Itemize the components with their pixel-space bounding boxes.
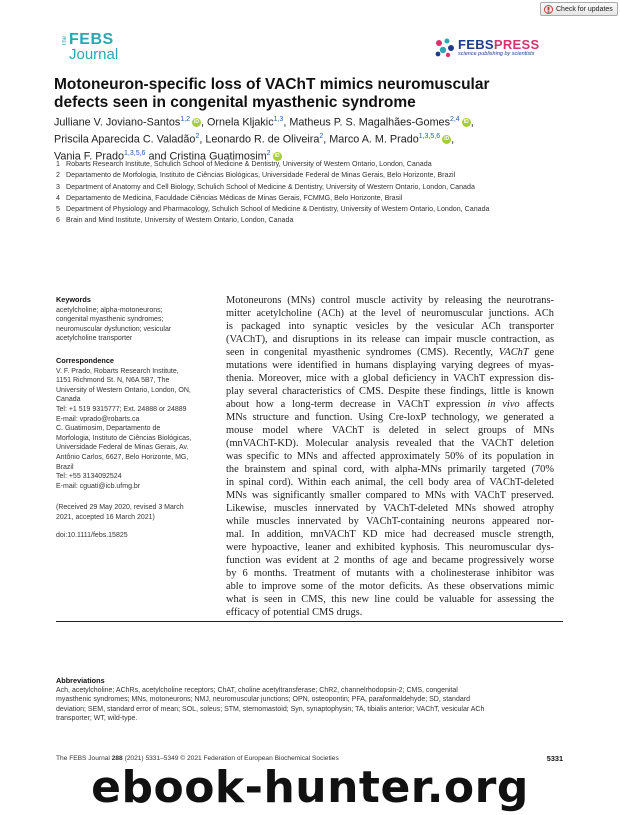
orcid-icon[interactable]: iD [274,152,280,159]
logo-journal: Journal [69,46,119,63]
abstract-line: function was evident at 2 months of age and became progressively worse [226,555,554,566]
keywords-list [56,306,216,344]
keyword-line: neuromuscular dysfunction; vesicular [56,325,172,333]
abstract-line: efficacy of potential CMS drugs. [226,607,363,618]
author-affiliation-marks: 2 [195,132,200,140]
author-list [54,113,564,163]
febs-press-tagline: science publishing by scientists [458,51,535,57]
affiliation-text: Departamento de Medicina, Faculdade Ciências Médicas de Minas Gerais, FCMMG, Belo Horizonte, Brasil [66,193,403,202]
abstract-text [226,294,554,619]
correspondence-line: Brazil [56,463,74,471]
affiliation-number: 4 [56,193,60,202]
author-name: Julliane V. Joviano-Santos [54,116,181,129]
abstract-line: mal. In addition, mnVAChT KD mice had decreased muscle strength, [226,529,554,540]
abstract-line: MNs was significantly smaller compared to MNs with VAChT preserved. [226,490,554,501]
abstract-line: thenia. Moreover, mice with a global deficiency in VAChT expression dis- [226,373,554,384]
abstract-line: seen in congenital myasthenic syndromes (CMS). Recently, VAChT gene [226,347,554,358]
page-number: 5331 [546,754,563,763]
doi-link[interactable]: doi:10.1111/febs.15825 [56,532,128,540]
febs-press-molecule-icon [434,37,456,59]
correspondence-block [56,367,216,492]
febs-press-wordmark: FEBSPRESS [458,37,540,52]
author-separator: , [199,133,206,146]
correspondence-line: Tel: +55 3134092524 [56,473,122,481]
abbreviation-line: transporter; WT, wild-type. [56,715,138,723]
correspondence-line: Tel: +1 519 9315777; Ext. 24888 or 24889 [56,405,187,413]
affiliation-text: Robarts Research Institute, Schulich School of Medicine & Dentistry, University of Western Ontario, London, Canada [66,160,432,168]
affiliation-text: Department of Anatomy and Cell Biology, Schulich School of Medicine & Dentistry, University of Western Ontario, London, Canada [66,182,475,191]
abbreviation-line: Ach, acetylcholine; AChRs, acetylcholine receptors; ChAT, choline acetyltransferase; ChR2, channelrhodopsin-2; CMS, congenital [56,686,458,694]
abstract-line: play several characteristics of CMS. Despite these findings, little is known [226,386,554,397]
affiliation-text: Departamento de Morfologia, Instituto de Ciências Biológicas, Universidade Federal de Minas Gerais, Belo Horizonte, Brazil [66,171,456,180]
title-line: Motoneuron-specific loss of VAChT mimics neuromuscular [54,76,490,93]
check-for-updates-label: Check for updates [556,5,613,13]
abstract-line: Motoneurons (MNs) control muscle activity by releasing the neurotrans- [226,295,554,306]
correspondence-line: University of Western Ontario, London, ON, [56,386,191,394]
abstract-line: were hypoactive, leaner and exhibited kyphosis. This neuromuscular dys- [226,542,554,553]
affiliation-item [56,204,596,215]
affiliation-number: 2 [56,171,60,180]
section-divider [56,621,563,622]
keyword-line: acetylcholine transporter [56,335,133,343]
author-affiliation-marks: 1,3,5,6 [418,132,441,140]
title-line: defects seen in congenital myasthenic syndrome [54,94,416,111]
abstract-line: (VAChT), and disruptions in its release can impair muscle contraction, as [226,334,554,345]
keyword-line: acetylcholine; alpha-motoneurons; [56,306,163,314]
abstract-line: is packaged into synaptic vesicles by the vesicular ACh transporter [226,321,554,332]
author-affiliation-marks: 2 [266,149,271,157]
check-for-updates-button[interactable] [540,2,618,16]
correspondence-line: V. F. Prado, Robarts Research Institute, [56,367,179,375]
abstract-line: was specific to MNs and affected approximately 50% of its population in [226,451,554,462]
author-affiliation-marks: 2 [319,132,324,140]
correspondence-line: Universidade Federal de Minas Gerais, Av. [56,444,189,452]
abstract-line: able to improve some of the motor deficits. As these observations mimic [226,581,554,592]
abstract-line: mitter acetylcholine (ACh) at the level of neuromuscular junctions. ACh [226,308,554,319]
footer-citation: The FEBS Journal 288 (2021) 5331–5349 © 2021 Federation of European Biochemical Societies [56,755,339,762]
author-separator: , [323,133,330,146]
abstract-line: Likewise, muscles innervated by VAChT-deleted MNs showed atrophy [226,503,554,514]
affiliation-item [56,215,596,226]
author-name: Ornela Kljakic [206,116,274,129]
correspondence-line: C. Guatimosim, Departamento de [56,425,161,433]
correspondence-line: 1151 Richmond St. N, N6A 5B7, The [56,377,170,385]
correspondence-line: Antônio Carlos, 6627, Belo Horizonte, MG, [56,453,189,461]
abbreviations-text [56,686,566,724]
author-name: Cristina Guatimosim [169,150,267,163]
abbreviation-line: deviation; SEM, standard error of mean; SOL, soleus; STM, sternomastoid; Syn, synaptophysin; TA, tibialis anterior; VAChT, vesicular ACh [56,705,485,713]
received-line: (Received 29 May 2020, revised 3 March [56,504,184,512]
logo-febs: FEBS [69,31,114,48]
affiliation-text: Department of Physiology and Pharmacology, Schulich School of Medicine & Dentistry, University of Western Ontario, London, Canada [66,205,490,214]
affiliation-number: 6 [56,216,60,225]
affiliation-item [56,193,596,204]
received-dates [56,503,216,522]
author-separator: , [470,116,474,129]
affiliation-text: Brain and Mind Institute, University of Western Ontario, London, Canada [66,216,294,225]
affiliation-list [56,159,596,227]
abbreviation-line: myasthenic syndromes; MNs, motoneurons; NMJ, neuromuscular junctions; OPN, osteopontin; PFA, paraformaldehyde; SD, standard [56,696,470,704]
correspondence-heading: Correspondence [56,355,114,365]
febs-press-logo [434,37,564,61]
orcid-icon[interactable]: iD [463,119,469,126]
watermark-text: ebook-hunter.org [91,762,529,813]
author-separator: and [145,150,170,163]
author-separator: , [451,133,455,146]
abstract-line: MNs structure and function. Using Cre-loxP technology, we generated a [226,412,554,423]
affiliation-item [56,182,596,193]
correspondence-line: Canada [56,396,81,404]
keyword-line: congenital myasthenic syndromes; [56,316,164,324]
abstract-line: while muscles innervated by VAChT-containing neurons appeared nor- [226,516,554,527]
author-name: Marco A. M. Prado [329,133,419,146]
correspondence-line: E-mail: vprado@robarts.ca [56,415,140,423]
abstract-line: by 6 months. Treatment of mutants with a cholinesterase inhibitor was [226,568,554,579]
febs-journal-logo [62,31,122,63]
received-line: 2021, accepted 16 March 2021) [56,513,155,521]
abstract-line: mouse model where VAChT is deleted in select groups of MNs [226,425,554,436]
orcid-icon[interactable]: iD [193,119,199,126]
abstract-line: about how a long-term decrease in VAChT expression in vivo affects [226,399,554,410]
abstract-line: (mnVAChT-KD). Molecular analysis revealed that the VAChT deletion [226,438,554,449]
logo-the: The [62,36,68,47]
author-separator: , [200,116,207,129]
affiliation-number: 5 [56,205,60,214]
abbreviations-heading: Abbreviations [56,676,105,685]
orcid-icon[interactable]: iD [444,136,450,143]
abbreviations-block [56,676,566,724]
author-name: Vania F. Prado [54,150,125,163]
author-name: Priscila Aparecida C. Valadão [54,133,196,146]
affiliation-number: 1 [56,160,60,168]
abstract-line: what is seen in CMS, this new line could be valuable for assessing the [226,594,554,605]
affiliation-item [56,159,596,170]
author-affiliation-marks: 1,3 [273,116,284,123]
correspondence-line: Morfologia, Instituto de Ciências Biológicas, [56,434,192,442]
article-title [54,76,574,112]
author-name: Leonardo R. de Oliveira [205,133,320,146]
author-affiliation-marks: 2,4 [449,116,460,123]
abstract-line: the brainstem and spinal cord, with alpha-MNs primarily targeted (70% [226,464,554,475]
article-sidebar [56,295,216,541]
abstract-line: mutations were identified in humans displaying varying degrees of myas- [226,360,554,371]
affiliation-number: 3 [56,182,60,191]
author-name: Matheus P. S. Magalhães-Gomes [289,116,450,129]
author-separator: , [283,116,290,129]
affiliation-item [56,170,596,181]
update-badge-icon [544,5,553,14]
correspondence-line: E-mail: cguati@icb.ufmg.br [56,482,141,490]
abstract-line: in spinal cord). Within each animal, the cell body area of VAChT-deleted [226,477,554,488]
keywords-heading: Keywords [56,295,91,304]
author-affiliation-marks: 1,3,5,6 [124,149,146,157]
author-affiliation-marks: 1,2 [180,116,190,123]
